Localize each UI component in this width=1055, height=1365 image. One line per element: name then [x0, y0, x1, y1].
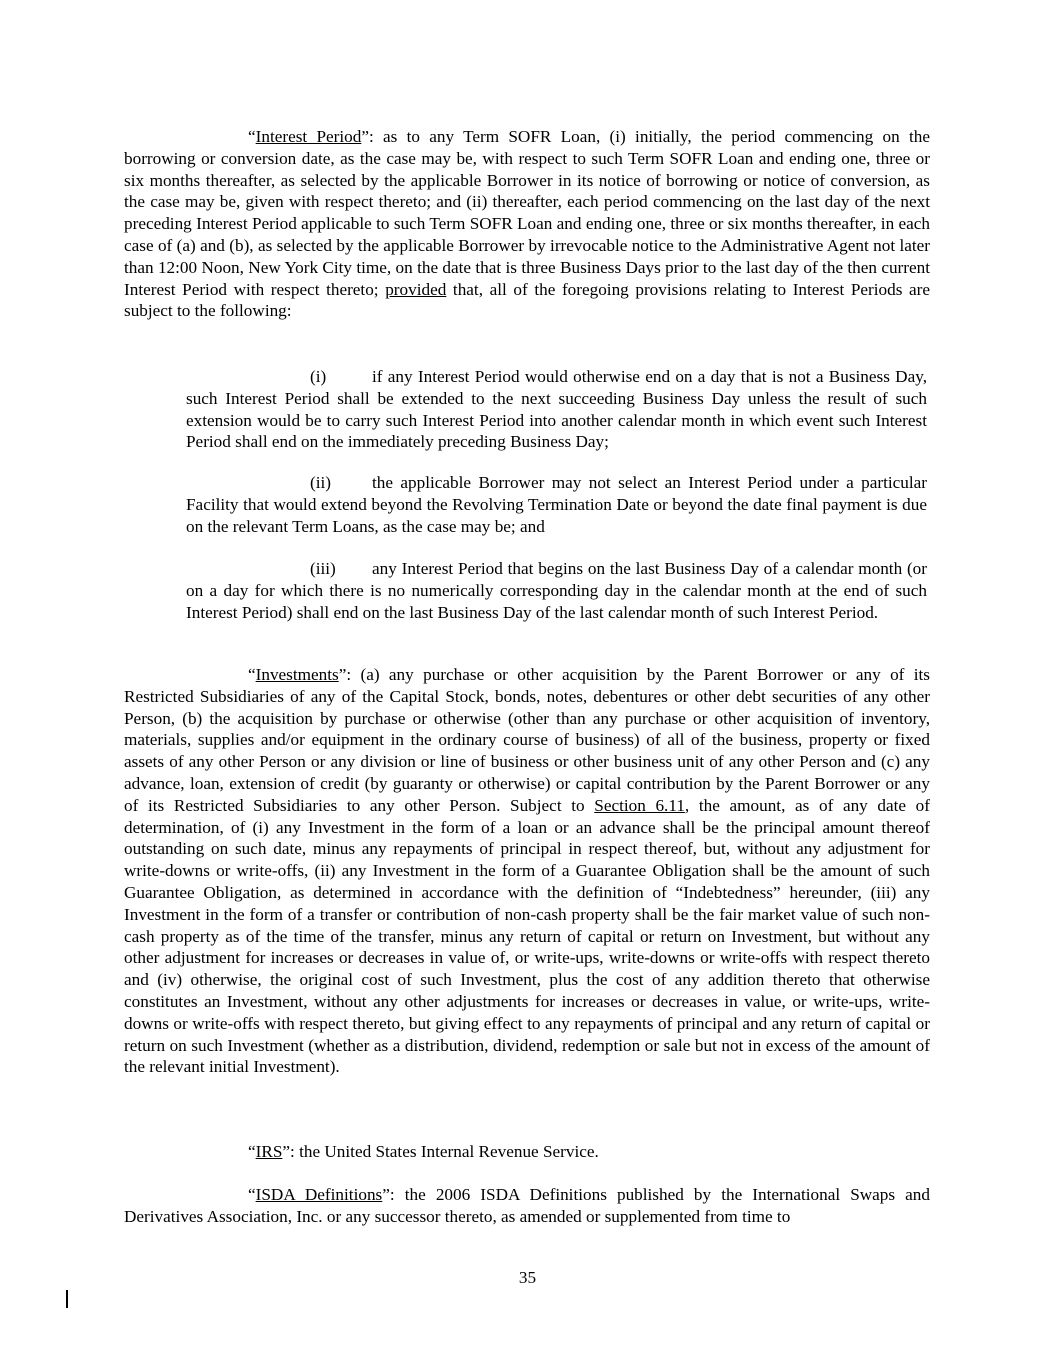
subclause-iii	[186, 558, 927, 623]
clause-number: (i)	[310, 367, 327, 386]
clause-text: if any Interest Period would otherwise end on a day that is not a Business Day, such Interest Period shall be extended to the next succeeding Business Day unless the result of such extension would be to carry such Interest Period into another calendar month in which event such Interest Period shall end on the immediately preceding Business Day;	[186, 367, 927, 452]
clause-number: (iii)	[310, 559, 336, 578]
definition-isda-definitions	[124, 1184, 930, 1228]
definition-text: ”: as to any Term SOFR Loan, (i) initially, the period commencing on the borrowing or conversion date, as the case may be, with respect to such Term SOFR Loan and ending one, three or six months thereafter, as selected by the applicable Borrower in its notice of borrowing or notice of conversion, as the case may be, given with respect thereto; and (ii) thereafter, each period commencing on the last day of the next preceding Interest Period applicable to such Term SOFR Loan and ending one, three or six months thereafter, in each case of (a) and (b), as selected by the applicable Borrower by irrevocable notice to the Administrative Agent not later than 12:00 Noon, New York City time, on the date that is three Business Days prior to the last day of the then current Interest Period with respect thereto;	[124, 127, 930, 299]
definition-text: ”: the 2006 ISDA Definitions published by the International Swaps and Derivatives Association, Inc. or any successor thereto, as amended or supplemented from time to	[124, 1185, 930, 1226]
definition-text-tail: that, all of the foregoing provisions relating to Interest Periods are subject to the following:	[124, 279, 930, 321]
definition-text: ”: (a) any purchase or other acquisition by the Parent Borrower or any of its Restricted Subsidiaries of any of the Capital Stock, bonds, notes, debentures or other debt securities of any other Person, (b) the acquisition by purchase or otherwise (other than any purchase or other acquisition of inventory, materials, supplies and/or equipment in the ordinary course of business) of all of the business, property or fixed assets of any other Person or any division or line of business or other business unit of any other Person and (c) any advance, loan, extension of credit (by guaranty or otherwise) or capital contribution by the Parent Borrower or any of its Restricted Subsidiaries to any other Person. Subject to	[124, 665, 930, 815]
defined-term: IRS	[255, 1142, 283, 1161]
defined-term: ISDA Definitions	[255, 1185, 383, 1204]
clause-text: the applicable Borrower may not select an Interest Period under a particular Facility that would extend beyond the Revolving Termination Date or beyond the date final payment is due on the relevant Term Loans, as the case may be; and	[186, 473, 927, 536]
subclause-i	[186, 366, 927, 453]
open-quote: “	[248, 1142, 256, 1161]
defined-term: Interest Period	[255, 127, 362, 146]
subclause-ii	[186, 472, 927, 537]
open-quote: “	[248, 1185, 256, 1204]
definition-text-continued: , the amount, as of any date of determination, of (i) any Investment in the form of a loan or an advance shall be the principal amount thereof outstanding on such date, minus any repayments of principal in respect thereof, but, without any adjustment for write-downs or write-offs, (ii) any Investment in the form of a Guarantee Obligation shall be the amount of such Guarantee Obligation, as determined in accordance with the definition of “Indebtedness” hereunder, (iii) any Investment in the form of a transfer or contribution of non-cash property shall be the fair market value of such non-cash property as of the time of the transfer, minus any return of capital or return on Investment, but without any other adjustment for increases or decreases in value of, or write-ups, write-downs or write-offs with respect thereto and (iv) otherwise, the original cost of such Investment, plus the cost of any addition thereto that otherwise constitutes an Investment, without any other adjustments for increases or decreases in value, or write-ups, write-downs or write-offs with respect thereto, but giving effect to any repayments of principal and any return of capital or return on such Investment (whether as a distribution, dividend, redemption or sale but not in excess of the amount of the relevant initial Investment).	[124, 795, 931, 1077]
open-quote: “	[248, 665, 256, 684]
section-reference: Section 6.11	[594, 795, 685, 815]
page-number: 35	[518, 1268, 537, 1287]
defined-term: Investments	[255, 665, 339, 684]
clause-text: any Interest Period that begins on the last Business Day of a calendar month (or on a day for which there is no numerically corresponding day in the calendar month at the end of such Interest Period) shall end on the last Business Day of the last calendar month of such Interest Period.	[186, 559, 927, 622]
definition-irs	[124, 1141, 930, 1163]
provided-term: provided	[385, 279, 447, 299]
definition-investments	[124, 664, 930, 1078]
clause-number: (ii)	[310, 473, 331, 492]
definition-text: ”: the United States Internal Revenue Service.	[282, 1142, 599, 1161]
revision-bar	[66, 1290, 68, 1308]
definition-interest-period	[124, 126, 930, 322]
open-quote: “	[248, 127, 256, 146]
